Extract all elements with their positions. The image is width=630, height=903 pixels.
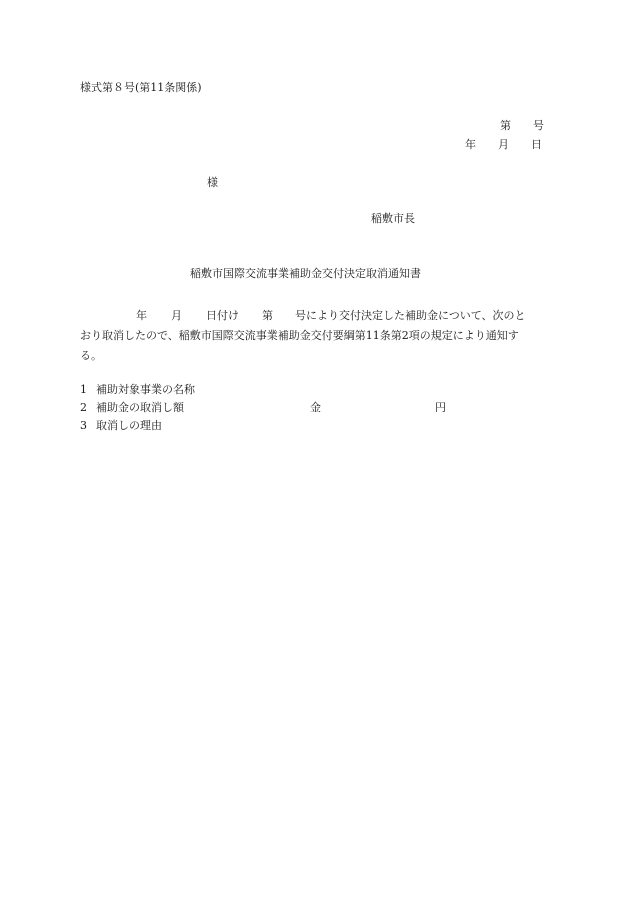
form-number: 様式第８号(第11条関係) [80, 81, 202, 94]
document-number-prefix: 第 [500, 119, 511, 132]
body-line-3: る。 [80, 349, 102, 362]
document-title: 稲敷市国際交流事業補助金交付決定取消通知書 [190, 267, 421, 280]
item-label: 取消しの理由 [96, 419, 162, 432]
body-line-2: おり取消したので、稲敷市国際交流事業補助金交付要綱第11条第2項の規定により通知す [80, 329, 519, 342]
body-line-1 [80, 306, 550, 326]
date-year: 年 [465, 138, 476, 151]
body-paragraph [80, 306, 550, 366]
body-number-prefix: 第 [262, 309, 273, 322]
date-day: 日 [531, 138, 542, 151]
document-number-suffix: 号 [533, 119, 544, 132]
list-item [80, 417, 195, 435]
item-number: 2 [80, 401, 87, 414]
date-month: 月 [498, 138, 509, 151]
issue-date-line [465, 139, 542, 150]
item-label: 補助対象事業の名称 [96, 383, 195, 396]
body-dated: 日付け [206, 309, 239, 322]
list-item [80, 399, 446, 417]
item-list [80, 381, 446, 435]
list-item [80, 381, 195, 399]
recipient-line: 様 [207, 176, 218, 189]
body-month: 月 [171, 309, 182, 322]
item-number: 1 [80, 383, 87, 396]
body-line-1-tail: 号により交付決定した補助金について、次のと [295, 309, 526, 322]
amount-suffix: 円 [435, 401, 446, 414]
item-label: 補助金の取消し額 [96, 401, 184, 414]
document-number-line [500, 120, 544, 131]
item-number: 3 [80, 419, 87, 432]
amount-prefix: 金 [310, 401, 321, 414]
body-year: 年 [136, 309, 147, 322]
sender-name: 稲敷市長 [371, 212, 415, 225]
